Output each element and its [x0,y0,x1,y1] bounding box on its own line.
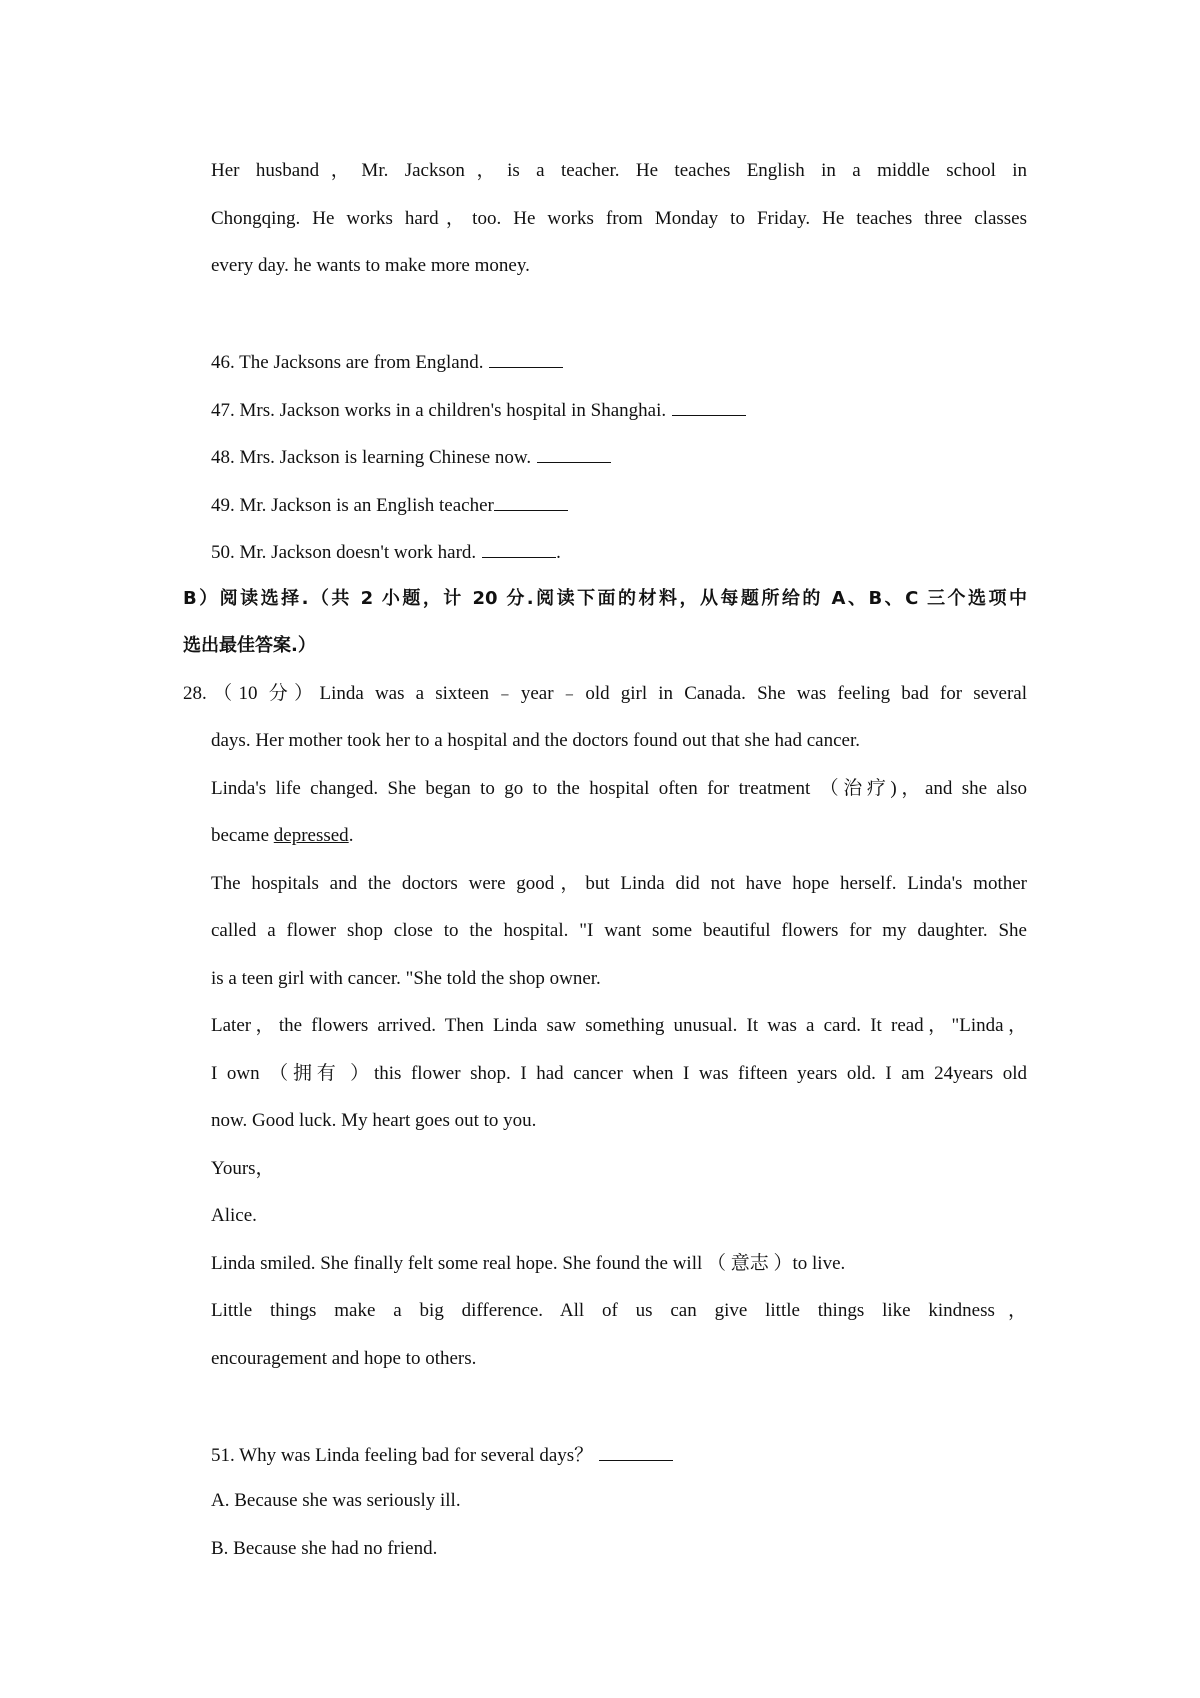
passage-28-line-8: Later，the flowers arrived. Then Linda saw something unusual. It was a card. It read，"Linda， [211,1015,1027,1036]
passage-a-line-2: Chongqing. He works hard，too. He works from Monday to Friday. He teaches three classes [211,208,1027,229]
question-50: 50. Mr. Jackson doesn't work hard. . [211,539,561,565]
passage-28-line-3: Linda's life changed. She began to go to the hospital often for treatment （治疗)，and she also [211,778,1027,799]
passage-28-line-10: now. Good luck. My heart goes out to you. [211,1110,537,1131]
option-a[interactable]: A. Because she was seriously ill. [211,1490,461,1511]
passage-28-line-1: 28.（10 分）Linda was a sixteen﹣year﹣old girl in Canada. She was feeling bad for several [183,683,1027,704]
answer-blank[interactable] [599,1442,673,1461]
passage-28-line-13: Linda smiled. She finally felt some real hope. She found the will （ 意志 ）to live. [211,1253,846,1274]
passage-28-line-15: encouragement and hope to others. [211,1348,477,1369]
passage-28-line-4: became depressed. [211,825,354,846]
answer-blank[interactable] [494,492,568,511]
passage-a-line-1: Her husband，Mr. Jackson，is a teacher. He teaches English in a middle school in [211,160,1027,181]
section-b-heading-line-2: 选出最佳答案.） [183,635,316,656]
passage-28-line-6: called a flower shop close to the hospital. "I want some beautiful flowers for my daughter. She [211,920,1027,941]
passage-28-line-11: Yours， [211,1158,275,1179]
answer-blank[interactable] [489,349,563,368]
question-46: 46. The Jacksons are from England. [211,349,563,375]
question-48: 48. Mrs. Jackson is learning Chinese now. [211,444,611,470]
option-b[interactable]: B. Because she had no friend. [211,1538,438,1559]
passage-28-line-9: I own （拥有 ）this flower shop. I had cancer when I was fifteen years old. I am 24years old [211,1063,1027,1084]
section-b-heading-line-1: B）阅读选择.（共 2 小题，计 20 分.阅读下面的材料，从每题所给的 A、B、C 三个选项中 [183,588,1027,609]
underlined-word-depressed: depressed [273,825,349,846]
passage-28-line-5: The hospitals and the doctors were good，but Linda did not have hope herself. Linda's mother [211,873,1027,894]
question-49: 49. Mr. Jackson is an English teacher [211,492,568,518]
passage-28-line-7: is a teen girl with cancer. "She told the shop owner. [211,968,601,989]
answer-blank[interactable] [537,444,611,463]
passage-28-line-2: days. Her mother took her to a hospital and the doctors found out that she had cancer. [211,730,860,751]
question-51: 51. Why was Linda feeling bad for several days？ [211,1442,673,1468]
passage-a-line-3: every day. he wants to make more money. [211,255,530,276]
passage-28-line-12: Alice. [211,1205,257,1226]
question-47: 47. Mrs. Jackson works in a children's hospital in Shanghai. [211,397,746,423]
answer-blank[interactable] [482,539,556,558]
passage-28-line-14: Little things make a big difference. All of us can give little things like kindness， [211,1300,1027,1321]
answer-blank[interactable] [672,397,746,416]
